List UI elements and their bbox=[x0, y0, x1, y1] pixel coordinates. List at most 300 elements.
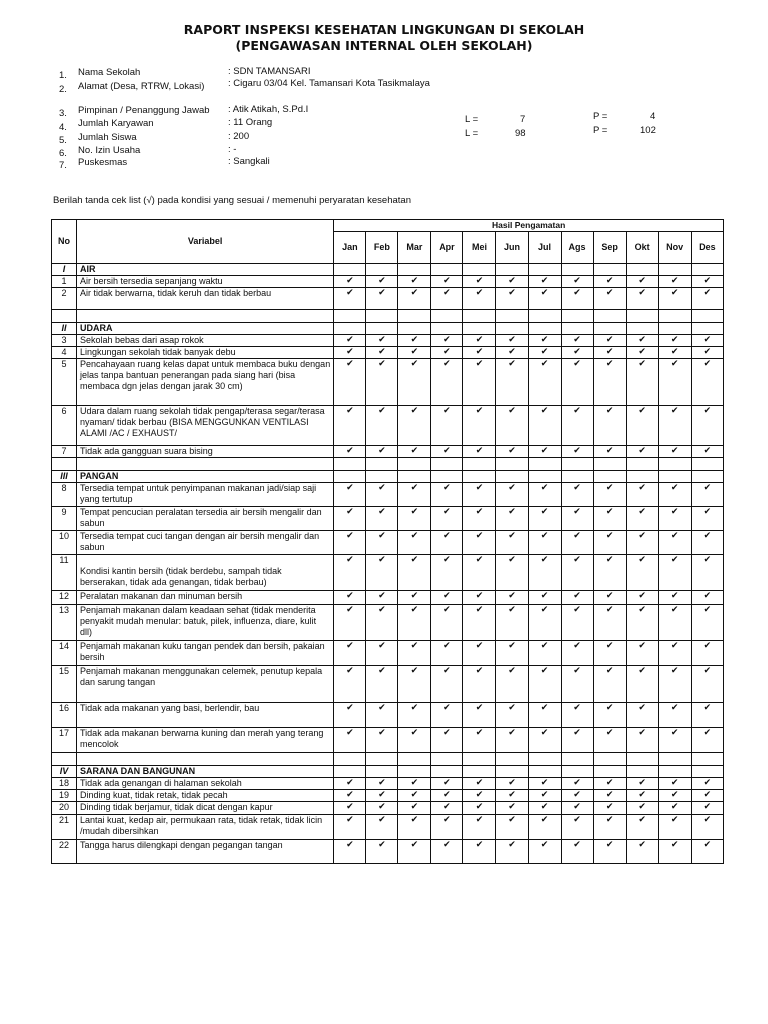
variable-text: Lingkungan sekolah tidak banyak debu bbox=[77, 347, 334, 359]
check-cell: ✔ bbox=[528, 359, 561, 406]
check-cell: ✔ bbox=[463, 507, 496, 531]
variable-text: Sekolah bebas dari asap rokok bbox=[77, 335, 334, 347]
count-p-value-2: 102 bbox=[640, 125, 656, 136]
check-cell: ✔ bbox=[463, 446, 496, 458]
variable-text: Peralatan makanan dan minuman bersih bbox=[77, 591, 334, 605]
check-cell: ✔ bbox=[691, 531, 723, 555]
month-header: Mei bbox=[463, 232, 496, 264]
table-row bbox=[52, 446, 724, 458]
check-cell: ✔ bbox=[334, 802, 366, 815]
check-cell bbox=[496, 766, 528, 778]
check-cell: ✔ bbox=[528, 531, 561, 555]
check-cell: ✔ bbox=[626, 778, 658, 790]
check-cell: ✔ bbox=[398, 790, 431, 802]
info-number: 6. bbox=[59, 148, 67, 159]
check-cell: ✔ bbox=[528, 347, 561, 359]
variable-text: Tidak ada makanan berwarna kuning dan merah yang terang mencolok bbox=[77, 728, 334, 753]
check-cell: ✔ bbox=[334, 641, 366, 666]
check-cell: ✔ bbox=[431, 507, 463, 531]
row-number: 3 bbox=[52, 335, 77, 347]
info-value: : - bbox=[228, 144, 237, 155]
check-cell bbox=[334, 264, 366, 276]
check-cell: ✔ bbox=[398, 703, 431, 728]
check-cell: ✔ bbox=[496, 335, 528, 347]
check-cell: ✔ bbox=[691, 555, 723, 591]
check-cell bbox=[658, 458, 691, 471]
check-cell: ✔ bbox=[398, 605, 431, 641]
check-cell: ✔ bbox=[593, 555, 626, 591]
variable-text: Lantai kuat, kedap air, permukaan rata, tidak retak, tidak licin /mudah dibersihkan bbox=[77, 815, 334, 840]
check-cell: ✔ bbox=[496, 347, 528, 359]
variable-text: Tersedia tempat untuk penyimpanan makanan jadi/siap saji yang tertutup bbox=[77, 483, 334, 507]
table-row bbox=[52, 666, 724, 703]
info-value: : SDN TAMANSARI bbox=[228, 66, 311, 77]
count-p-label-1: P = bbox=[593, 111, 608, 122]
table-row bbox=[52, 531, 724, 555]
check-cell bbox=[561, 471, 593, 483]
check-cell: ✔ bbox=[366, 276, 398, 288]
check-cell: ✔ bbox=[431, 555, 463, 591]
check-cell: ✔ bbox=[593, 790, 626, 802]
check-cell: ✔ bbox=[398, 641, 431, 666]
check-cell: ✔ bbox=[593, 446, 626, 458]
month-header: Jan bbox=[334, 232, 366, 264]
check-cell bbox=[398, 264, 431, 276]
check-cell: ✔ bbox=[366, 483, 398, 507]
month-header: Jun bbox=[496, 232, 528, 264]
check-cell: ✔ bbox=[593, 276, 626, 288]
variable-text: Udara dalam ruang sekolah tidak pengap/terasa segar/terasa nyaman/ tidak berbau (BISA MENGGUNKAN VENTILASI ALAMI /AC / EXHAUST/ bbox=[77, 406, 334, 446]
check-cell: ✔ bbox=[658, 507, 691, 531]
check-cell: ✔ bbox=[691, 666, 723, 703]
table-row bbox=[52, 728, 724, 753]
check-cell: ✔ bbox=[626, 276, 658, 288]
check-cell: ✔ bbox=[334, 446, 366, 458]
check-cell bbox=[528, 310, 561, 323]
check-cell bbox=[626, 323, 658, 335]
check-cell: ✔ bbox=[528, 507, 561, 531]
check-cell: ✔ bbox=[561, 790, 593, 802]
check-cell: ✔ bbox=[431, 666, 463, 703]
check-cell: ✔ bbox=[366, 347, 398, 359]
check-cell: ✔ bbox=[626, 288, 658, 310]
check-cell bbox=[463, 310, 496, 323]
check-cell: ✔ bbox=[561, 778, 593, 790]
check-cell: ✔ bbox=[496, 288, 528, 310]
check-cell: ✔ bbox=[366, 335, 398, 347]
check-cell: ✔ bbox=[528, 802, 561, 815]
count-p-value-1: 4 bbox=[650, 111, 656, 122]
row-number: 1 bbox=[52, 276, 77, 288]
check-cell: ✔ bbox=[366, 790, 398, 802]
check-cell: ✔ bbox=[593, 359, 626, 406]
check-cell: ✔ bbox=[691, 802, 723, 815]
check-cell: ✔ bbox=[561, 335, 593, 347]
check-cell bbox=[593, 753, 626, 766]
check-cell: ✔ bbox=[398, 359, 431, 406]
info-number: 5. bbox=[59, 135, 67, 146]
check-cell bbox=[463, 323, 496, 335]
check-cell: ✔ bbox=[463, 703, 496, 728]
check-cell: ✔ bbox=[334, 531, 366, 555]
check-cell bbox=[626, 264, 658, 276]
check-cell bbox=[626, 753, 658, 766]
check-cell: ✔ bbox=[626, 641, 658, 666]
check-cell: ✔ bbox=[431, 778, 463, 790]
row-number: 14 bbox=[52, 641, 77, 666]
check-cell bbox=[398, 753, 431, 766]
check-cell bbox=[398, 766, 431, 778]
section-title: UDARA bbox=[77, 323, 334, 335]
check-cell: ✔ bbox=[561, 406, 593, 446]
check-cell: ✔ bbox=[626, 591, 658, 605]
check-cell: ✔ bbox=[593, 483, 626, 507]
check-cell: ✔ bbox=[561, 815, 593, 840]
check-cell: ✔ bbox=[463, 840, 496, 864]
month-header: Ags bbox=[561, 232, 593, 264]
check-cell: ✔ bbox=[561, 591, 593, 605]
check-cell: ✔ bbox=[334, 359, 366, 406]
row-number: 12 bbox=[52, 591, 77, 605]
check-cell bbox=[658, 264, 691, 276]
month-header: Sep bbox=[593, 232, 626, 264]
check-cell: ✔ bbox=[528, 591, 561, 605]
check-cell: ✔ bbox=[431, 802, 463, 815]
check-cell: ✔ bbox=[691, 276, 723, 288]
info-label: Puskesmas bbox=[78, 157, 128, 168]
check-cell: ✔ bbox=[528, 288, 561, 310]
check-cell: ✔ bbox=[463, 347, 496, 359]
table-row bbox=[52, 605, 724, 641]
check-cell: ✔ bbox=[398, 802, 431, 815]
check-cell: ✔ bbox=[626, 840, 658, 864]
section-row bbox=[52, 766, 724, 778]
info-label: Nama Sekolah bbox=[78, 67, 141, 78]
row-number: 8 bbox=[52, 483, 77, 507]
check-cell: ✔ bbox=[528, 641, 561, 666]
table-row bbox=[52, 703, 724, 728]
table-row bbox=[52, 555, 724, 591]
row-number: 6 bbox=[52, 406, 77, 446]
check-cell: ✔ bbox=[496, 591, 528, 605]
count-l-label-1: L = bbox=[465, 114, 479, 125]
row-number: 18 bbox=[52, 778, 77, 790]
check-cell: ✔ bbox=[593, 728, 626, 753]
count-l-value-1: 7 bbox=[520, 114, 526, 125]
check-cell: ✔ bbox=[496, 728, 528, 753]
check-cell: ✔ bbox=[398, 347, 431, 359]
check-cell bbox=[561, 766, 593, 778]
check-cell: ✔ bbox=[366, 406, 398, 446]
check-cell: ✔ bbox=[658, 446, 691, 458]
check-cell: ✔ bbox=[334, 347, 366, 359]
check-cell: ✔ bbox=[658, 531, 691, 555]
check-cell: ✔ bbox=[691, 641, 723, 666]
spacer-row bbox=[52, 458, 724, 471]
check-cell: ✔ bbox=[431, 531, 463, 555]
check-cell: ✔ bbox=[463, 591, 496, 605]
header-variabel: Variabel bbox=[77, 220, 334, 264]
check-cell: ✔ bbox=[691, 483, 723, 507]
variable-text bbox=[77, 458, 334, 471]
check-cell: ✔ bbox=[431, 347, 463, 359]
check-cell: ✔ bbox=[561, 802, 593, 815]
check-cell: ✔ bbox=[626, 335, 658, 347]
info-value: : Sangkali bbox=[228, 156, 270, 167]
variable-text bbox=[77, 753, 334, 766]
check-cell: ✔ bbox=[431, 840, 463, 864]
check-cell: ✔ bbox=[691, 591, 723, 605]
check-cell: ✔ bbox=[431, 483, 463, 507]
row-number: 13 bbox=[52, 605, 77, 641]
check-cell: ✔ bbox=[496, 359, 528, 406]
check-cell: ✔ bbox=[366, 840, 398, 864]
row-number: 15 bbox=[52, 666, 77, 703]
check-cell bbox=[431, 471, 463, 483]
variable-text: Tempat pencucian peralatan tersedia air bersih mengalir dan sabun bbox=[77, 507, 334, 531]
check-cell: ✔ bbox=[691, 790, 723, 802]
check-cell: ✔ bbox=[626, 446, 658, 458]
row-number bbox=[52, 458, 77, 471]
report-subtitle: (PENGAWASAN INTERNAL OLEH SEKOLAH) bbox=[235, 38, 533, 53]
check-cell: ✔ bbox=[431, 359, 463, 406]
table-row bbox=[52, 347, 724, 359]
check-cell bbox=[496, 310, 528, 323]
check-cell bbox=[528, 323, 561, 335]
row-number: 20 bbox=[52, 802, 77, 815]
check-cell: ✔ bbox=[658, 347, 691, 359]
check-cell: ✔ bbox=[463, 359, 496, 406]
check-cell: ✔ bbox=[463, 276, 496, 288]
info-label: Alamat (Desa, RTRW, Lokasi) bbox=[78, 81, 205, 92]
check-cell: ✔ bbox=[593, 406, 626, 446]
check-cell bbox=[398, 458, 431, 471]
check-cell: ✔ bbox=[626, 790, 658, 802]
check-cell: ✔ bbox=[593, 288, 626, 310]
check-cell: ✔ bbox=[463, 802, 496, 815]
check-cell bbox=[593, 310, 626, 323]
check-cell bbox=[626, 766, 658, 778]
month-header: Jul bbox=[528, 232, 561, 264]
variable-text: Tidak ada genangan di halaman sekolah bbox=[77, 778, 334, 790]
check-cell: ✔ bbox=[366, 703, 398, 728]
row-number: 17 bbox=[52, 728, 77, 753]
check-cell: ✔ bbox=[593, 591, 626, 605]
check-cell: ✔ bbox=[561, 555, 593, 591]
check-cell: ✔ bbox=[398, 555, 431, 591]
check-cell bbox=[334, 753, 366, 766]
check-cell bbox=[496, 323, 528, 335]
month-header: Feb bbox=[366, 232, 398, 264]
check-cell bbox=[658, 753, 691, 766]
check-cell: ✔ bbox=[398, 728, 431, 753]
check-cell bbox=[528, 753, 561, 766]
check-cell: ✔ bbox=[366, 778, 398, 790]
check-cell: ✔ bbox=[334, 335, 366, 347]
check-cell bbox=[463, 471, 496, 483]
check-cell bbox=[691, 323, 723, 335]
check-cell: ✔ bbox=[691, 446, 723, 458]
check-cell bbox=[561, 458, 593, 471]
variable-text: Tangga harus dilengkapi dengan pegangan tangan bbox=[77, 840, 334, 864]
check-cell: ✔ bbox=[593, 531, 626, 555]
variable-text: Tidak ada makanan yang basi, berlendir, bau bbox=[77, 703, 334, 728]
section-row bbox=[52, 471, 724, 483]
variable-text: Pencahayaan ruang kelas dapat untuk membaca buku dengan jelas tanpa bantuan penerangan pada siang hari (bisa membaca dgn jelas dengan jarak 30 cm) bbox=[77, 359, 334, 406]
info-label: Pimpinan / Penanggung Jawab bbox=[78, 105, 210, 116]
section-title: SARANA DAN BANGUNAN bbox=[77, 766, 334, 778]
check-cell: ✔ bbox=[561, 276, 593, 288]
info-number: 4. bbox=[59, 122, 67, 133]
check-cell: ✔ bbox=[593, 507, 626, 531]
check-cell: ✔ bbox=[431, 790, 463, 802]
table-row bbox=[52, 591, 724, 605]
check-cell: ✔ bbox=[626, 359, 658, 406]
table-row bbox=[52, 802, 724, 815]
check-cell: ✔ bbox=[496, 406, 528, 446]
info-value: : Atik Atikah, S.Pd.I bbox=[228, 104, 309, 115]
table-row bbox=[52, 483, 724, 507]
check-cell bbox=[561, 753, 593, 766]
check-cell: ✔ bbox=[334, 815, 366, 840]
check-cell bbox=[334, 323, 366, 335]
inspection-table bbox=[51, 219, 724, 864]
check-cell: ✔ bbox=[398, 666, 431, 703]
row-number: 16 bbox=[52, 703, 77, 728]
check-cell: ✔ bbox=[691, 406, 723, 446]
info-number: 2. bbox=[59, 84, 67, 95]
row-number: IV bbox=[52, 766, 77, 778]
check-cell: ✔ bbox=[658, 359, 691, 406]
check-cell: ✔ bbox=[366, 531, 398, 555]
check-cell: ✔ bbox=[463, 815, 496, 840]
section-title: AIR bbox=[77, 264, 334, 276]
check-cell bbox=[691, 310, 723, 323]
row-number: 22 bbox=[52, 840, 77, 864]
check-cell: ✔ bbox=[398, 276, 431, 288]
check-cell: ✔ bbox=[431, 406, 463, 446]
check-cell: ✔ bbox=[463, 778, 496, 790]
check-cell bbox=[626, 458, 658, 471]
check-cell: ✔ bbox=[431, 641, 463, 666]
check-cell: ✔ bbox=[334, 406, 366, 446]
check-cell: ✔ bbox=[366, 555, 398, 591]
check-cell: ✔ bbox=[593, 802, 626, 815]
check-cell bbox=[691, 753, 723, 766]
check-cell: ✔ bbox=[626, 802, 658, 815]
check-cell: ✔ bbox=[463, 335, 496, 347]
check-cell: ✔ bbox=[496, 790, 528, 802]
check-cell: ✔ bbox=[626, 815, 658, 840]
check-cell: ✔ bbox=[431, 446, 463, 458]
table-row bbox=[52, 335, 724, 347]
check-cell: ✔ bbox=[366, 802, 398, 815]
check-cell: ✔ bbox=[561, 359, 593, 406]
check-cell: ✔ bbox=[528, 778, 561, 790]
check-cell: ✔ bbox=[528, 666, 561, 703]
check-cell: ✔ bbox=[691, 335, 723, 347]
count-l-value-2: 98 bbox=[515, 128, 526, 139]
check-cell: ✔ bbox=[626, 605, 658, 641]
check-cell: ✔ bbox=[431, 288, 463, 310]
check-cell: ✔ bbox=[366, 815, 398, 840]
check-cell: ✔ bbox=[366, 641, 398, 666]
info-value: : 11 Orang bbox=[228, 117, 273, 128]
check-cell bbox=[398, 471, 431, 483]
header-hasil-pengamatan: Hasil Pengamatan bbox=[334, 220, 724, 232]
check-cell: ✔ bbox=[528, 483, 561, 507]
check-cell: ✔ bbox=[334, 703, 366, 728]
check-cell: ✔ bbox=[593, 778, 626, 790]
check-cell: ✔ bbox=[658, 840, 691, 864]
check-cell bbox=[463, 766, 496, 778]
check-cell: ✔ bbox=[431, 276, 463, 288]
check-cell: ✔ bbox=[626, 347, 658, 359]
check-cell: ✔ bbox=[658, 703, 691, 728]
check-cell: ✔ bbox=[691, 703, 723, 728]
check-cell: ✔ bbox=[366, 591, 398, 605]
variable-text: Penjamah makanan menggunakan celemek, penutup kepala dan sarung tangan bbox=[77, 666, 334, 703]
check-cell: ✔ bbox=[431, 815, 463, 840]
table-row bbox=[52, 359, 724, 406]
check-cell: ✔ bbox=[626, 728, 658, 753]
check-cell: ✔ bbox=[691, 288, 723, 310]
check-cell: ✔ bbox=[463, 406, 496, 446]
report-title: RAPORT INSPEKSI KESEHATAN LINGKUNGAN DI SEKOLAH bbox=[183, 22, 585, 37]
check-cell: ✔ bbox=[398, 483, 431, 507]
check-cell bbox=[528, 458, 561, 471]
row-number: III bbox=[52, 471, 77, 483]
check-cell bbox=[593, 458, 626, 471]
check-cell: ✔ bbox=[496, 802, 528, 815]
check-cell: ✔ bbox=[626, 507, 658, 531]
check-cell: ✔ bbox=[658, 406, 691, 446]
info-value: : 200 bbox=[228, 131, 250, 142]
check-cell bbox=[463, 458, 496, 471]
count-l-label-2: L = bbox=[465, 128, 479, 139]
row-number bbox=[52, 310, 77, 323]
check-cell: ✔ bbox=[528, 840, 561, 864]
month-header: Des bbox=[691, 232, 723, 264]
check-cell bbox=[334, 766, 366, 778]
variable-text: Kondisi kantin bersih (tidak berdebu, sampah tidak berserakan, tidak ada genangan, tidak berbau) bbox=[77, 555, 334, 591]
check-cell: ✔ bbox=[561, 347, 593, 359]
row-number: 10 bbox=[52, 531, 77, 555]
check-cell: ✔ bbox=[658, 335, 691, 347]
check-cell: ✔ bbox=[658, 591, 691, 605]
variable-text: Penjamah makanan kuku tangan pendek dan bersih, pakaian bersih bbox=[77, 641, 334, 666]
row-number: I bbox=[52, 264, 77, 276]
check-cell: ✔ bbox=[658, 555, 691, 591]
table-row bbox=[52, 815, 724, 840]
check-cell: ✔ bbox=[691, 728, 723, 753]
check-cell: ✔ bbox=[593, 335, 626, 347]
table-row bbox=[52, 840, 724, 864]
check-cell bbox=[463, 753, 496, 766]
check-cell: ✔ bbox=[398, 591, 431, 605]
check-cell: ✔ bbox=[334, 483, 366, 507]
check-cell: ✔ bbox=[334, 507, 366, 531]
check-cell bbox=[658, 323, 691, 335]
spacer-row bbox=[52, 310, 724, 323]
check-cell bbox=[366, 471, 398, 483]
check-cell bbox=[593, 323, 626, 335]
check-cell: ✔ bbox=[593, 347, 626, 359]
table-row bbox=[52, 288, 724, 310]
check-cell: ✔ bbox=[658, 728, 691, 753]
check-cell bbox=[496, 264, 528, 276]
check-cell: ✔ bbox=[463, 605, 496, 641]
